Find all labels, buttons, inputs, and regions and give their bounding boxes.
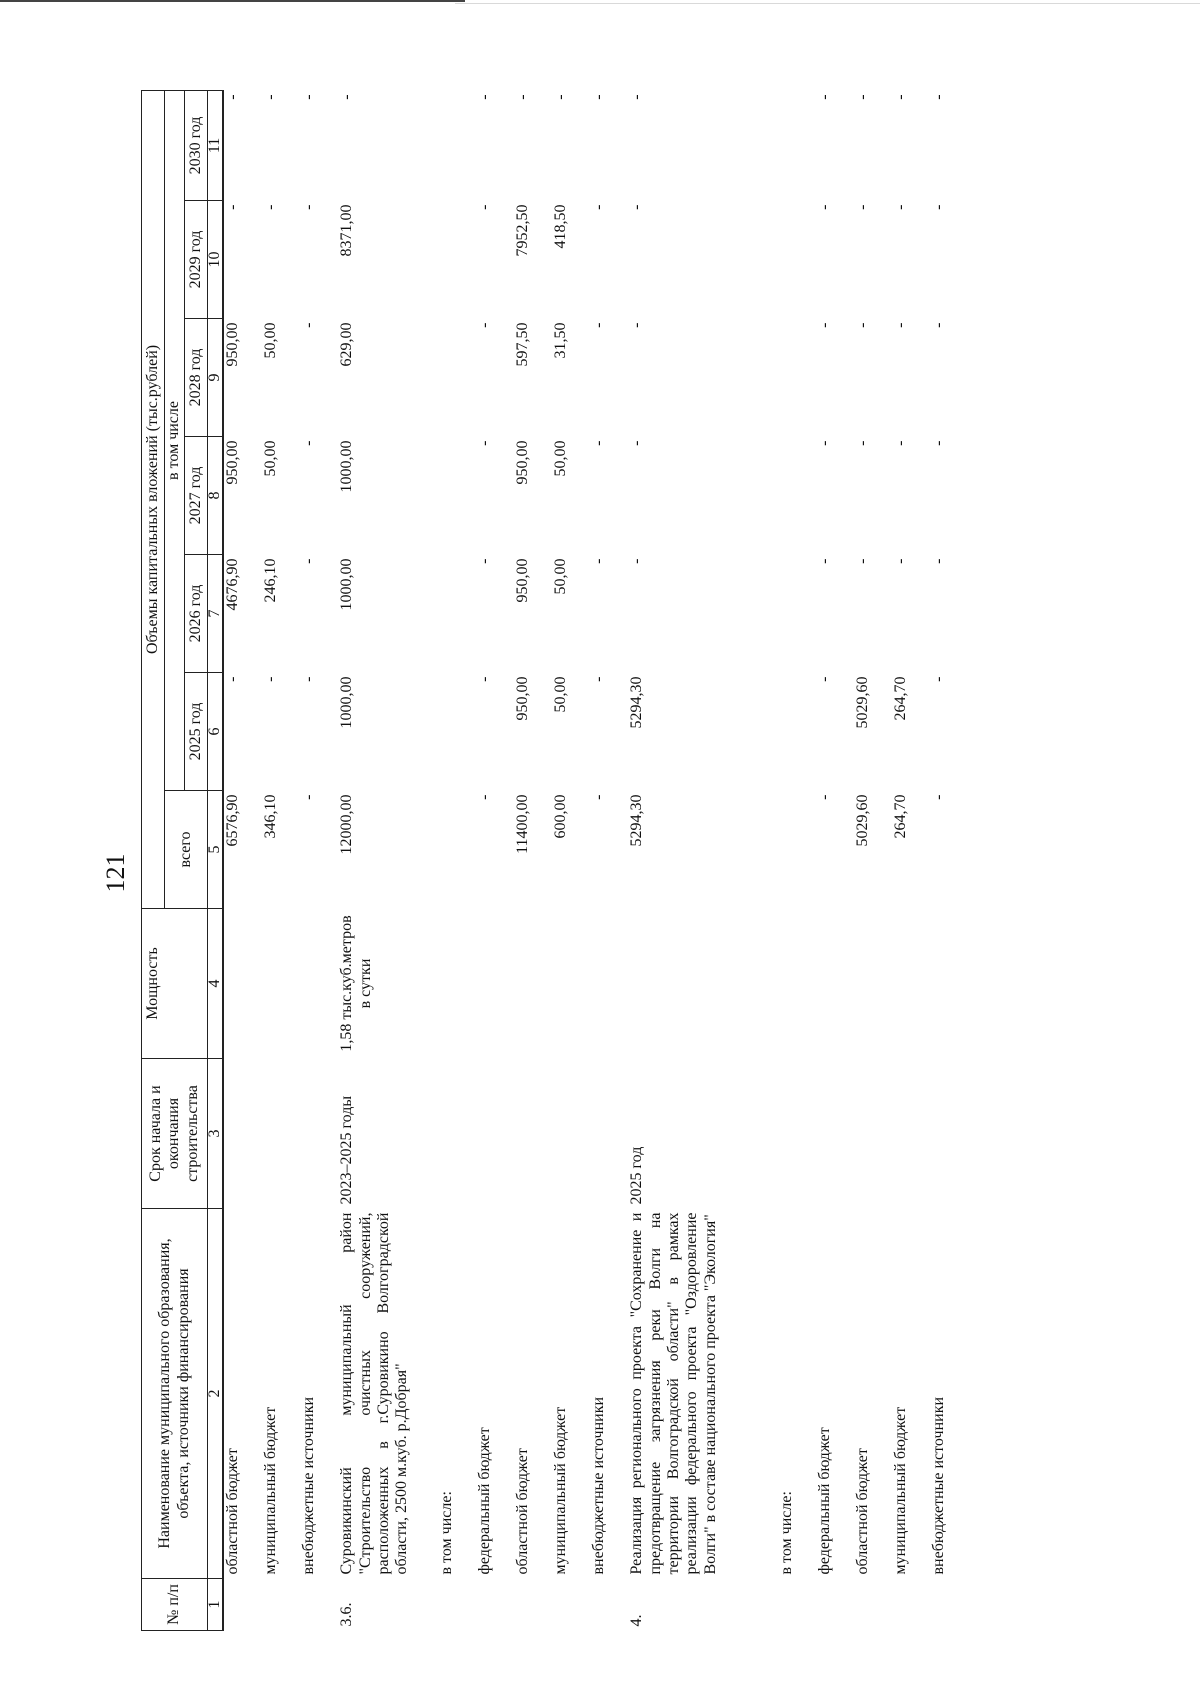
header-term: Срок начала и окончания строительства (142, 1059, 208, 1209)
value-year: 50,00 (552, 440, 570, 477)
value-year: - (224, 94, 242, 100)
value-year: - (892, 94, 910, 100)
value-year: 8371,00 (338, 204, 356, 257)
col-number: 2 (208, 1209, 224, 1579)
value-year: 50,00 (262, 322, 280, 359)
header-year-2028: 2028 год (184, 319, 207, 437)
col-number: 9 (208, 319, 224, 437)
value-year: - (892, 440, 910, 446)
row-power: 1,58 тыс.куб.метров в сутки (338, 915, 374, 1052)
capital-investment-table (141, 90, 968, 1631)
row-number (262, 1579, 300, 1631)
col-number: 5 (208, 791, 224, 909)
header-including: в том числе (165, 90, 184, 790)
row-name: муниципальный бюджет (552, 1406, 570, 1575)
value-year: - (262, 94, 280, 100)
col-number: 8 (208, 437, 224, 555)
row-term (854, 1059, 892, 1209)
row-power (262, 909, 300, 1059)
header-year-2029: 2029 год (184, 201, 207, 319)
value-year: - (930, 558, 948, 564)
header-volumes: Объемы капитальных вложений (тыс.рублей) (142, 90, 165, 908)
row-term (778, 1059, 816, 1209)
value-year (778, 437, 816, 555)
table-row (854, 90, 892, 1630)
value-year: - (854, 94, 872, 100)
row-term (816, 1059, 854, 1209)
top-scan-border (0, 0, 465, 2)
table-row (300, 90, 338, 1630)
value-year: - (816, 676, 834, 682)
row-name: областной бюджет (224, 1448, 242, 1575)
col-number: 10 (208, 201, 224, 319)
col-number: 7 (208, 555, 224, 673)
table-row (223, 90, 262, 1630)
row-name: муниципальный бюджет (262, 1406, 280, 1575)
table-row (438, 90, 476, 1630)
value-year: - (892, 558, 910, 564)
value-year: - (514, 94, 532, 100)
value-year: - (300, 94, 318, 100)
row-power (514, 909, 552, 1059)
table-row (514, 90, 552, 1630)
table-row (778, 90, 816, 1630)
row-name: муниципальный бюджет (892, 1406, 910, 1575)
value-year: - (590, 94, 608, 100)
value-total: - (590, 794, 608, 800)
row-term (892, 1059, 930, 1209)
row-number (892, 1579, 930, 1631)
value-year: - (628, 558, 646, 564)
value-year (438, 437, 476, 555)
row-term (590, 1059, 628, 1209)
value-total: 6576,90 (224, 794, 242, 847)
value-year: - (930, 94, 948, 100)
value-year (778, 201, 816, 319)
table-row (552, 90, 590, 1630)
value-total: - (930, 794, 948, 800)
value-year: - (628, 204, 646, 210)
value-year (778, 555, 816, 673)
row-number (590, 1579, 628, 1631)
value-year: 950,00 (514, 676, 532, 721)
table-row (892, 90, 930, 1630)
value-year: 5029,60 (854, 676, 872, 729)
row-power (628, 909, 778, 1059)
value-year: - (224, 204, 242, 210)
value-year (438, 90, 476, 200)
value-year (778, 673, 816, 791)
value-year: - (930, 440, 948, 446)
value-year: - (854, 558, 872, 564)
column-numbers-row (208, 90, 224, 1630)
table-row (338, 90, 438, 1630)
value-total: 264,70 (892, 794, 910, 839)
row-name: федеральный бюджет (816, 1427, 834, 1575)
value-year: - (300, 440, 318, 446)
value-year: 1000,00 (338, 440, 356, 493)
table-row (930, 90, 968, 1630)
table-body (223, 90, 968, 1630)
row-number (816, 1579, 854, 1631)
value-total: - (300, 794, 318, 800)
value-year: 50,00 (552, 676, 570, 713)
value-total: - (476, 794, 494, 800)
row-power (300, 909, 338, 1059)
header-year-2025: 2025 год (184, 673, 207, 791)
row-number (300, 1579, 338, 1631)
value-year: - (552, 94, 570, 100)
value-year: - (262, 676, 280, 682)
value-year: 1000,00 (338, 558, 356, 611)
value-total: 5029,60 (854, 794, 872, 847)
value-year: - (590, 204, 608, 210)
row-power (892, 909, 930, 1059)
row-term: 2025 год (628, 1146, 646, 1205)
value-year: - (590, 676, 608, 682)
row-power (816, 909, 854, 1059)
value-total: 11400,00 (514, 794, 532, 854)
row-power (930, 909, 968, 1059)
table-row (476, 90, 514, 1630)
value-year: - (300, 204, 318, 210)
row-term (300, 1059, 338, 1209)
row-number (514, 1579, 552, 1631)
row-number: 3.6. (338, 1602, 356, 1627)
value-year: - (300, 558, 318, 564)
value-year: 4676,90 (224, 558, 242, 611)
value-year: - (224, 676, 242, 682)
value-year (438, 555, 476, 673)
value-year: 5294,30 (628, 676, 646, 729)
col-number: 6 (208, 673, 224, 791)
value-year: 7952,50 (514, 204, 532, 257)
value-year: - (476, 440, 494, 446)
value-year: - (628, 322, 646, 328)
row-number (476, 1579, 514, 1631)
row-term: 2023–2025 годы (338, 1095, 356, 1205)
value-year: - (854, 204, 872, 210)
table-row (628, 90, 778, 1630)
row-number: 4. (628, 1614, 646, 1627)
col-number: 11 (208, 90, 224, 200)
value-year: - (338, 94, 356, 100)
table-row (590, 90, 628, 1630)
value-year: 950,00 (224, 322, 242, 367)
header-year-2026: 2026 год (184, 555, 207, 673)
row-name: Суровикинский муниципальный район "Строительство очистных сооружений, расположенных в г.Суровикино Волгоградской области, 2500 м.куб. р.Добрая" (338, 1212, 411, 1575)
value-year: 246,10 (262, 558, 280, 603)
col-number: 1 (208, 1579, 224, 1631)
value-total: 600,00 (552, 794, 570, 839)
value-year: - (930, 322, 948, 328)
value-year: 264,70 (892, 676, 910, 721)
row-name: внебюджетные источники (300, 1396, 318, 1575)
row-number (778, 1579, 816, 1631)
value-year: - (930, 204, 948, 210)
table-row (262, 90, 300, 1630)
value-year: 50,00 (552, 558, 570, 595)
value-year: - (262, 204, 280, 210)
row-number (438, 1579, 476, 1631)
value-year: 629,00 (338, 322, 356, 367)
row-name: Реализация регионального проекта "Сохранение и предотвращение загрязнения реки Волги на территории Волгоградской области" в рамках реализации федерального проекта "Оздоровление Волги" в составе национального проекта "Экология" (628, 1212, 719, 1575)
row-name: областной бюджет (854, 1448, 872, 1575)
value-year (438, 673, 476, 791)
value-year: 597,50 (514, 322, 532, 367)
value-year: - (892, 204, 910, 210)
value-year: - (816, 558, 834, 564)
row-term (552, 1059, 590, 1209)
row-number (223, 1579, 262, 1631)
header-total: всего (165, 791, 208, 909)
value-year: 1000,00 (338, 676, 356, 729)
row-number (854, 1579, 892, 1631)
value-year: - (476, 94, 494, 100)
value-year: 31,50 (552, 322, 570, 359)
value-year: - (300, 676, 318, 682)
rotated-page (141, 91, 1200, 1631)
value-year: - (590, 322, 608, 328)
value-year: 50,00 (262, 440, 280, 477)
value-year: - (476, 322, 494, 328)
row-term (476, 1059, 514, 1209)
value-year: - (476, 676, 494, 682)
col-number: 4 (208, 909, 224, 1059)
value-year: 950,00 (514, 440, 532, 485)
value-total: 12000,00 (338, 794, 356, 855)
value-year (438, 319, 476, 437)
value-year: - (816, 322, 834, 328)
row-name: областной бюджет (514, 1448, 532, 1575)
value-year: - (854, 322, 872, 328)
table-row (816, 90, 854, 1630)
value-total (438, 791, 476, 909)
row-term (262, 1059, 300, 1209)
row-power (590, 909, 628, 1059)
row-number (930, 1579, 968, 1631)
row-term (514, 1059, 552, 1209)
page-number: 121 (101, 853, 130, 893)
value-total (778, 791, 816, 909)
row-name: в том числе: (778, 1491, 796, 1575)
row-power (552, 909, 590, 1059)
value-year (778, 90, 816, 200)
row-power (854, 909, 892, 1059)
value-year: - (854, 440, 872, 446)
header-power: Мощность (142, 909, 208, 1059)
value-year: - (590, 440, 608, 446)
value-year: 418,50 (552, 204, 570, 249)
value-year: - (816, 94, 834, 100)
value-year: - (930, 676, 948, 682)
row-name: в том числе: (438, 1491, 456, 1575)
value-year: 950,00 (514, 558, 532, 603)
header-name: Наименование муниципального образования, объекта, источники финансирования (142, 1209, 208, 1579)
value-total: 346,10 (262, 794, 280, 839)
row-power (778, 909, 816, 1059)
row-name: федеральный бюджет (476, 1427, 494, 1575)
row-power (438, 909, 476, 1059)
row-term (438, 1059, 476, 1209)
header-year-2027: 2027 год (184, 437, 207, 555)
value-total: - (816, 794, 834, 800)
value-year: - (476, 204, 494, 210)
value-year: - (816, 204, 834, 210)
row-power (476, 909, 514, 1059)
value-year: - (628, 94, 646, 100)
row-term (930, 1059, 968, 1209)
value-year: - (816, 440, 834, 446)
value-year: - (476, 558, 494, 564)
header-year-2030: 2030 год (184, 90, 207, 200)
value-year: - (590, 558, 608, 564)
row-power (223, 909, 262, 1059)
col-number: 3 (208, 1059, 224, 1209)
header-no: № п/п (142, 1579, 208, 1631)
value-year: - (300, 322, 318, 328)
value-year: - (628, 440, 646, 446)
row-name: внебюджетные источники (930, 1396, 948, 1575)
scan-artifact-line (455, 3, 1200, 4)
value-year: - (892, 322, 910, 328)
value-total: 5294,30 (628, 794, 646, 847)
row-number (552, 1579, 590, 1631)
row-name: внебюджетные источники (590, 1396, 608, 1575)
value-year: 950,00 (224, 440, 242, 485)
value-year (778, 319, 816, 437)
row-term (223, 1059, 262, 1209)
value-year (438, 201, 476, 319)
